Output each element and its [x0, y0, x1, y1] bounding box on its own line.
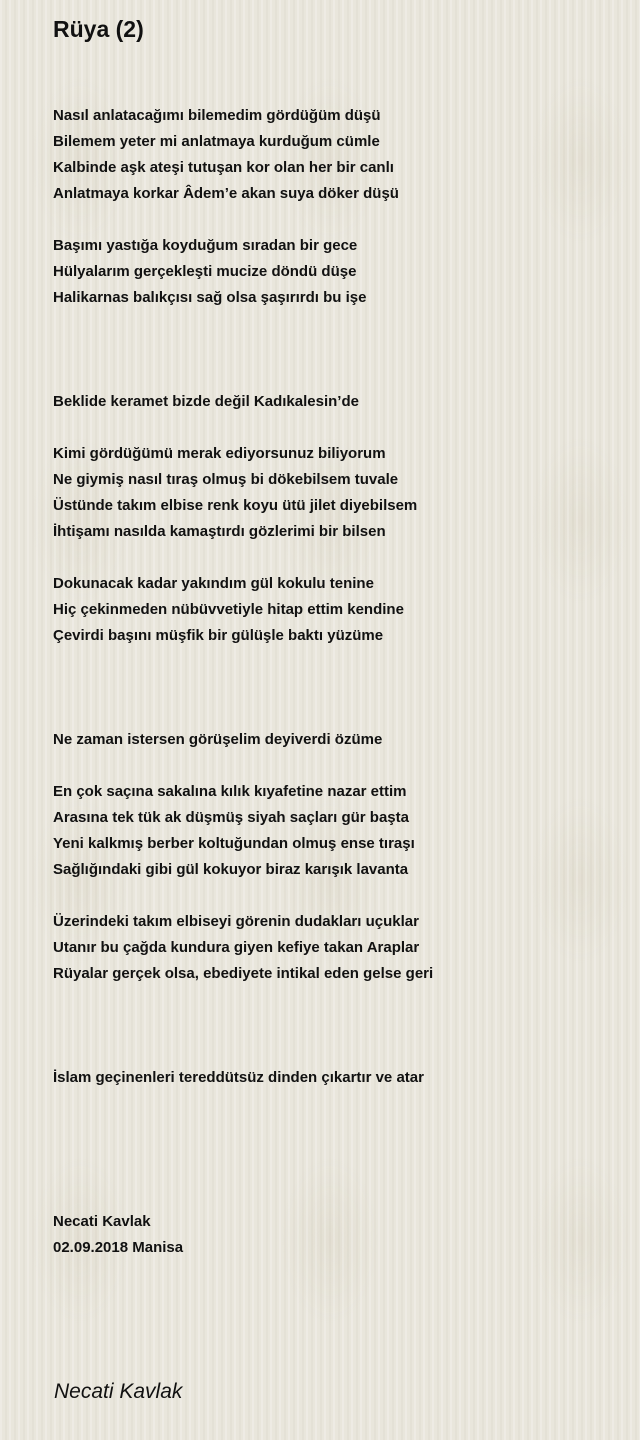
stanza-6 — [53, 727, 613, 753]
poem-line: İhtişamı nasılda kamaştırdı gözlerimi bir bilsen — [53, 523, 386, 540]
author-signature: Necati Kavlak — [54, 1380, 183, 1403]
poem-footer — [53, 1209, 183, 1261]
stanza-7 — [53, 779, 613, 883]
stanza-5 — [53, 571, 613, 649]
poem-body — [53, 103, 613, 1091]
poem-line: Halikarnas balıkçısı sağ olsa şaşırırdı bu işe — [53, 289, 367, 306]
poem-line: Hiç çekinmeden nübüvvetiyle hitap ettim kendine — [53, 601, 404, 618]
stanza-9 — [53, 1065, 613, 1091]
poem-line: Dokunacak kadar yakındım gül kokulu tenine — [53, 575, 374, 592]
poem-line: Hülyalarım gerçekleşti mucize döndü düşe — [53, 263, 357, 280]
stanza-1 — [53, 103, 613, 207]
poem-line: Sağlığındaki gibi gül kokuyor biraz karışık lavanta — [53, 861, 409, 878]
stanza-2 — [53, 233, 613, 311]
poem-line: Ne zaman istersen görüşelim deyiverdi özüme — [53, 731, 383, 748]
poem-line: Beklide keramet bizde değil Kadıkalesin’de — [53, 393, 359, 410]
poem-line: Üzerindeki takım elbiseyi görenin dudakları uçuklar — [53, 913, 419, 930]
stanza-8 — [53, 909, 613, 987]
date-place: 02.09.2018 Manisa — [53, 1239, 184, 1256]
stanza-3 — [53, 389, 613, 415]
poem-title: Rüya (2) — [53, 16, 144, 42]
poem-line: Kalbinde aşk ateşi tutuşan kor olan her bir canlı — [53, 159, 394, 176]
poem-line: En çok saçına sakalına kılık kıyafetine nazar ettim — [53, 783, 407, 800]
poem-line: Rüyalar gerçek olsa, ebediyete intikal eden gelse geri — [53, 965, 434, 982]
poem-line: Kimi gördüğümü merak ediyorsunuz biliyorum — [53, 445, 386, 462]
poem-line: Arasına tek tük ak düşmüş siyah saçları gür başta — [53, 809, 409, 826]
author-name: Necati Kavlak — [53, 1213, 151, 1230]
poem-line: Ne giymiş nasıl tıraş olmuş bi dökebilsem tuvale — [53, 471, 399, 488]
poem-line: Başımı yastığa koyduğum sıradan bir gece — [53, 237, 358, 254]
poem-line: Çevirdi başını müşfik bir gülüşle baktı yüzüme — [53, 627, 384, 644]
poem-line: Anlatmaya korkar Âdem’e akan suya döker düşü — [53, 185, 399, 202]
poem-line: Yeni kalkmış berber koltuğundan olmuş ense tıraşı — [53, 835, 415, 852]
stanza-4 — [53, 441, 613, 545]
poem-line: İslam geçinenleri tereddütsüz dinden çıkartır ve atar — [53, 1069, 424, 1086]
poem-line: Utanır bu çağda kundura giyen kefiye takan Araplar — [53, 939, 420, 956]
poem-line: Üstünde takım elbise renk koyu ütü jilet diyebilsem — [53, 497, 418, 514]
poem-line: Nasıl anlatacağımı bilemedim gördüğüm düşü — [53, 107, 381, 124]
poem-line: Bilemem yeter mi anlatmaya kurduğum cümle — [53, 133, 380, 150]
